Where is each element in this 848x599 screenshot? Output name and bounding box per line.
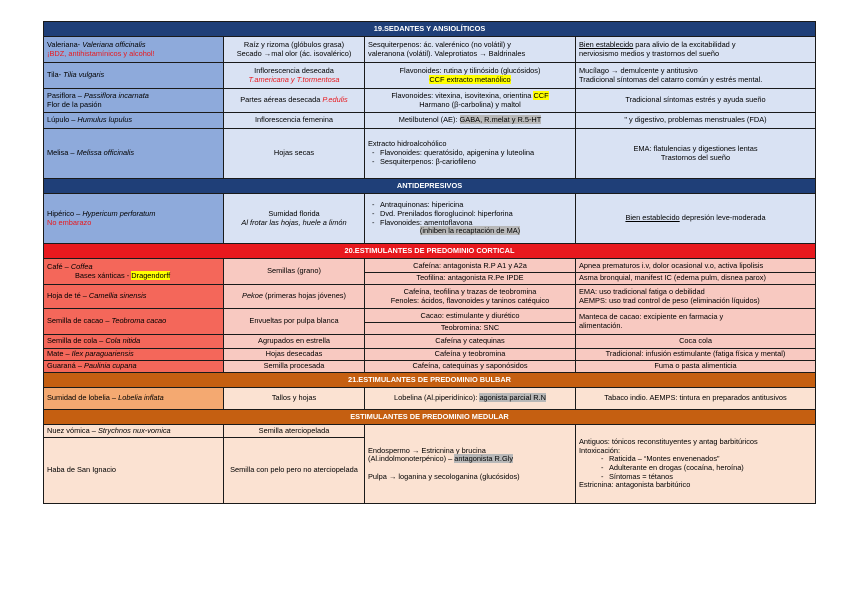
section-title: ESTIMULANTES DE PREDOMINIO MEDULAR: [350, 411, 509, 421]
composition-text: Flavonoides: rutina y tilinósido (glucósidos): [399, 65, 541, 75]
use-text: alimentación.: [579, 320, 623, 330]
part-text: Secado →mal olor (ác. isovalérico): [236, 48, 352, 58]
plant-name-cell: [44, 425, 224, 438]
composition-cell: [365, 425, 576, 504]
use-text: Tabaco indio. AEMPS: tintura en preparados antitusivos: [604, 393, 787, 403]
plant-latin: Lobelia inflata: [118, 393, 164, 403]
table-row-pasiflora: [44, 89, 816, 113]
plant-part-cell: [224, 438, 365, 504]
section-title: 20.ESTIMULANTES DE PREDOMINIO CORTICAL: [344, 245, 515, 255]
plant-name-cell: [44, 349, 224, 361]
plant-latin: Valeriana officinalis: [82, 39, 146, 49]
use-text: Intoxicación:: [579, 445, 621, 455]
plant-part-cell: [224, 113, 365, 129]
section-title: 19.SEDANTES Y ANSIOLÍTICOS: [373, 23, 486, 33]
plant-part-cell: [224, 89, 365, 113]
use-text: nerviosismo medios y trastornos del sueño: [579, 48, 720, 58]
part-text: Envueltas por pulpa blanca: [249, 316, 339, 326]
section-title: ANTIDEPRESIVOS: [396, 180, 463, 190]
use-text: Manteca de cacao: excipiente en farmacia y: [579, 311, 724, 321]
composition-highlight: antagonista R.Gly: [454, 454, 514, 464]
use-cell: [576, 425, 816, 504]
use-text: Tradicional síntomas estrés y ayuda sueño: [625, 95, 766, 105]
use-cell: [576, 63, 816, 89]
composition-cell: [365, 113, 576, 129]
part-text: Raíz y rizoma (glóbulos grasa): [243, 39, 345, 49]
composition-cell: [365, 63, 576, 89]
plant-name-cell: [44, 309, 224, 335]
part-text: Semilla procesada: [263, 361, 325, 371]
table-row-tila: [44, 63, 816, 89]
plant-warning: ¡BDZ, antihistamínicos y alcohol!: [47, 48, 155, 58]
plant-name: Valeriana-: [47, 39, 83, 49]
part-text: Semillas (grano): [267, 266, 321, 276]
use-cell: [576, 194, 816, 244]
use-cell: [576, 285, 816, 309]
composition-text: Extracto hidroalcohólico: [368, 139, 447, 149]
plant-name-cell: [44, 438, 224, 504]
plant-name-cell: [44, 285, 224, 309]
plant-name-cell: [44, 388, 224, 410]
composition-list: [368, 201, 572, 227]
plant-name: Haba de San Ignacio: [47, 465, 117, 475]
plant-highlight: Dragendorff: [131, 270, 171, 280]
use-underlined: Bien establecido: [625, 213, 680, 223]
plant-part-cell: [224, 37, 365, 63]
plant-latin: Melissa officinalis: [76, 148, 135, 158]
composition-text: Cafeína y teobromina: [434, 349, 506, 359]
plant-latin: Passiflora incarnata: [83, 90, 149, 100]
plant-part-cell: [224, 285, 365, 309]
composition-highlight: GABA, R.melat y R.5-HT: [459, 115, 542, 125]
composition-text: Lobelina (Al.piperidínico):: [393, 393, 480, 403]
plant-latin: Ilex paraguariensis: [71, 349, 134, 359]
plant-name: Sumidad de lobelia –: [47, 393, 119, 403]
part-text: Inflorescencia femenina: [254, 115, 334, 125]
use-text: Tradicional síntomas del catarro común y estrés mental.: [579, 74, 763, 84]
part-text: Hojas secas: [273, 148, 315, 158]
use-text: AEMPS: uso trad control de peso (eliminación líquidos): [579, 295, 760, 305]
composition-text: Pulpa → loganina y secologanina (glucósidos): [368, 471, 520, 481]
plant-name: Café –: [47, 261, 71, 271]
use-text: EMA: flatulencias y digestiones lentas: [633, 143, 758, 153]
plant-latin: Hypericum perforatum: [82, 208, 156, 218]
use-text: " y digestivo, problemas menstruales (FDA): [624, 115, 767, 125]
composition-cell: [365, 309, 576, 335]
plant-part-cell: [224, 335, 365, 349]
table-row-nuez: [44, 425, 816, 438]
use-cell: [576, 259, 816, 285]
plant-latin: Humulus lupulus: [77, 115, 133, 125]
use-text: Tradicional: infusión estimulante (fatiga física y mental): [605, 349, 786, 359]
use-cell: [576, 349, 816, 361]
composition-highlight: CCF: [533, 90, 549, 100]
plant-latin: Cola nitida: [105, 336, 141, 346]
list-item: - Antraquinonas: hipericina: [380, 201, 572, 210]
composition-cell: [365, 285, 576, 309]
part-text: Pekoe: [242, 291, 263, 301]
plant-latin: Camellia sinensis: [88, 291, 147, 301]
plant-name: Nuez vómica –: [47, 425, 98, 435]
composition-cell: [365, 89, 576, 113]
composition-cell: [365, 37, 576, 63]
plant-part-cell: [224, 361, 365, 373]
list-item: - Flavonoides: amentoflavona: [380, 219, 572, 228]
part-text: Inflorescencia desecada: [254, 65, 334, 75]
composition-cell: [365, 361, 576, 373]
plant-part-cell: [224, 194, 365, 244]
composition-text: Flavonoides: vitexina, isovitexina, orientina: [391, 90, 534, 100]
composition-list: [368, 149, 572, 166]
use-text: Trastornos del sueño: [660, 152, 731, 162]
section-header-bulbar: [44, 373, 816, 388]
plant-name-cell: [44, 63, 224, 89]
plant-warning: No embarazo: [47, 217, 92, 227]
plant-name-cell: [44, 361, 224, 373]
list-item: - Raticida – “Montes envenenados”: [609, 455, 812, 464]
plant-name: Semilla de cacao –: [47, 316, 112, 326]
composition-cell: [365, 349, 576, 361]
use-cell: [576, 37, 816, 63]
composition-text: Sesquiterpenos: ác. valerénico (no volátil) y: [368, 39, 511, 49]
plants-table: [43, 21, 816, 504]
composition-text: Cacao: estimulante y diurético: [420, 310, 520, 320]
plant-part-cell: [224, 309, 365, 335]
plant-name: Mate –: [47, 349, 72, 359]
use-text: Coca cola: [679, 336, 712, 346]
table-row-te: [44, 285, 816, 309]
plant-subtitle: Bases xánticas -: [75, 270, 132, 280]
plant-name: Tila-: [47, 70, 64, 80]
section-header-cortical: [44, 244, 816, 259]
composition-text: Cafeína, teofilina y trazas de teobromina: [403, 286, 537, 296]
composition-text: Cafeína y catequinas: [435, 336, 505, 346]
composition-text: Harmano (β-carbolina) y maltol: [419, 99, 521, 109]
plant-name-cell: [44, 37, 224, 63]
use-list: [579, 455, 812, 481]
plant-part-cell: [224, 349, 365, 361]
list-item: - Adulterante en drogas (cocaína, heroína): [609, 464, 812, 473]
use-text: Fuma o pasta alimenticia: [654, 361, 737, 371]
composition-cell: [365, 194, 576, 244]
composition-cell: [365, 388, 576, 410]
use-cell: [576, 309, 816, 335]
plant-part-cell: [224, 129, 365, 179]
plant-name: Melisa –: [47, 148, 77, 158]
part-text: Semilla con pelo pero no aterciopelada: [230, 465, 358, 475]
use-text: para alivio de la excitabilidad y: [633, 39, 736, 49]
composition-text: Endospermo → Estricnina y brucina: [368, 445, 486, 455]
use-cell: [576, 129, 816, 179]
use-cell: [576, 388, 816, 410]
part-text: Sumidad florida: [268, 208, 320, 218]
plant-latin: Coffea: [70, 261, 93, 271]
table-row-melisa: [44, 129, 816, 179]
plant-name-cell: [44, 89, 224, 113]
use-cell: [576, 113, 816, 129]
table-row-mate: [44, 349, 816, 361]
plant-name: Guaraná –: [47, 361, 84, 371]
plant-name: Hipérico –: [47, 208, 83, 218]
part-text: Hojas desecadas: [265, 349, 323, 359]
list-item: - Flavonoides: queratósido, apigenina y luteolina: [380, 149, 572, 158]
composition-highlight: CCF extracto metanólico: [429, 74, 511, 84]
plant-name: Semilla de cola –: [47, 336, 106, 346]
use-text: Mucílago → demulcente y antitusivo: [579, 65, 698, 75]
part-text: Partes aéreas desecada: [240, 95, 323, 105]
table-row-guarana: [44, 361, 816, 373]
composition-text: Metilbutenol (AE):: [398, 115, 460, 125]
use-cell: [576, 335, 816, 349]
list-item: - Dvd. Prenilados floroglucinol: hiperforina: [380, 210, 572, 219]
use-text: Apnea prematuros i.v, dolor ocasional v.o, activa lipolisis: [579, 260, 764, 270]
composition-highlight: (inhiben la recaptación de MA): [419, 226, 521, 236]
section-title: 21.ESTIMULANTES DE PREDOMINIO BULBAR: [347, 374, 512, 384]
use-text: Asma bronquial, manifest IC (edema pulm, disnea parox): [576, 272, 815, 283]
table-row-cacao: [44, 309, 816, 335]
composition-text: Teofilina: antagonista R.Pe IPDE: [365, 272, 575, 283]
table-row-cola: [44, 335, 816, 349]
plant-latin: Strychnos nux-vomica: [97, 425, 171, 435]
plant-part-cell: [224, 388, 365, 410]
plant-part-cell: [224, 425, 365, 438]
part-text: Tallos y hojas: [271, 393, 317, 403]
use-text: EMA: uso tradicional fatiga o debilidad: [579, 286, 705, 296]
part-text: T.americana y T.tormentosa: [248, 74, 340, 84]
plant-name-cell: [44, 194, 224, 244]
table-row-cafe: [44, 259, 816, 285]
table-row-lobelia: [44, 388, 816, 410]
composition-text: valeranona (volátil). Valeprotiatos → Baldrinales: [368, 48, 526, 58]
composition-text: Cafeína: antagonista R.P A1 y A2a: [413, 260, 527, 270]
part-text: P.edulis: [322, 95, 348, 105]
section-header-antidepresivos: [44, 179, 816, 194]
list-item: - Sesquiterpenos: β-cariofileno: [380, 158, 572, 167]
plant-common-name: Flor de la pasión: [47, 99, 102, 109]
use-text: Estricnina: antagonista barbitúrico: [579, 480, 691, 490]
plant-name-cell: [44, 129, 224, 179]
plant-name: Hoja de té –: [47, 291, 89, 301]
plant-latin: Teobroma cacao: [111, 316, 167, 326]
section-header-medular: [44, 410, 816, 425]
plant-name: Lúpulo –: [47, 115, 78, 125]
composition-highlight: agonista parcial R.N: [479, 393, 546, 403]
part-text: Al frotar las hojas, huele a limón: [241, 217, 347, 227]
use-cell: [576, 89, 816, 113]
use-cell: [576, 361, 816, 373]
composition-text: Fenoles: ácidos, flavonoides y taninos catéquico: [390, 295, 550, 305]
use-text: Antiguos: tónicos reconstituyentes y antag barbitúricos: [579, 436, 758, 446]
plant-latin: Paulinia cupana: [83, 361, 137, 371]
composition-cell: [365, 335, 576, 349]
composition-text: Cafeína, catequinas y saponósidos: [412, 361, 528, 371]
composition-text: Teobromina: SNC: [365, 322, 575, 333]
table-row-lupulo: [44, 113, 816, 129]
plant-name: Pasiflora –: [47, 90, 84, 100]
composition-cell: [365, 129, 576, 179]
plant-part-cell: [224, 63, 365, 89]
use-underlined: Bien establecido: [579, 39, 634, 49]
use-text: depresión leve-moderada: [679, 213, 766, 223]
composition-text: (Al.indolmonoterpénico) –: [368, 454, 455, 464]
plant-name-cell: [44, 335, 224, 349]
plant-latin: Tilia vulgaris: [63, 70, 105, 80]
section-header-sedantes: [44, 22, 816, 37]
part-text: (primeras hojas jóvenes): [262, 291, 346, 301]
composition-cell: [365, 259, 576, 285]
plant-name-cell: [44, 113, 224, 129]
table-row-valeriana: [44, 37, 816, 63]
table-row-hiperico: [44, 194, 816, 244]
part-text: Semilla aterciopelada: [258, 425, 330, 435]
plant-part-cell: [224, 259, 365, 285]
plant-name-cell: [44, 259, 224, 285]
part-text: Agrupados en estrella: [258, 336, 330, 346]
list-item: - Síntomas = tétanos: [609, 473, 812, 482]
